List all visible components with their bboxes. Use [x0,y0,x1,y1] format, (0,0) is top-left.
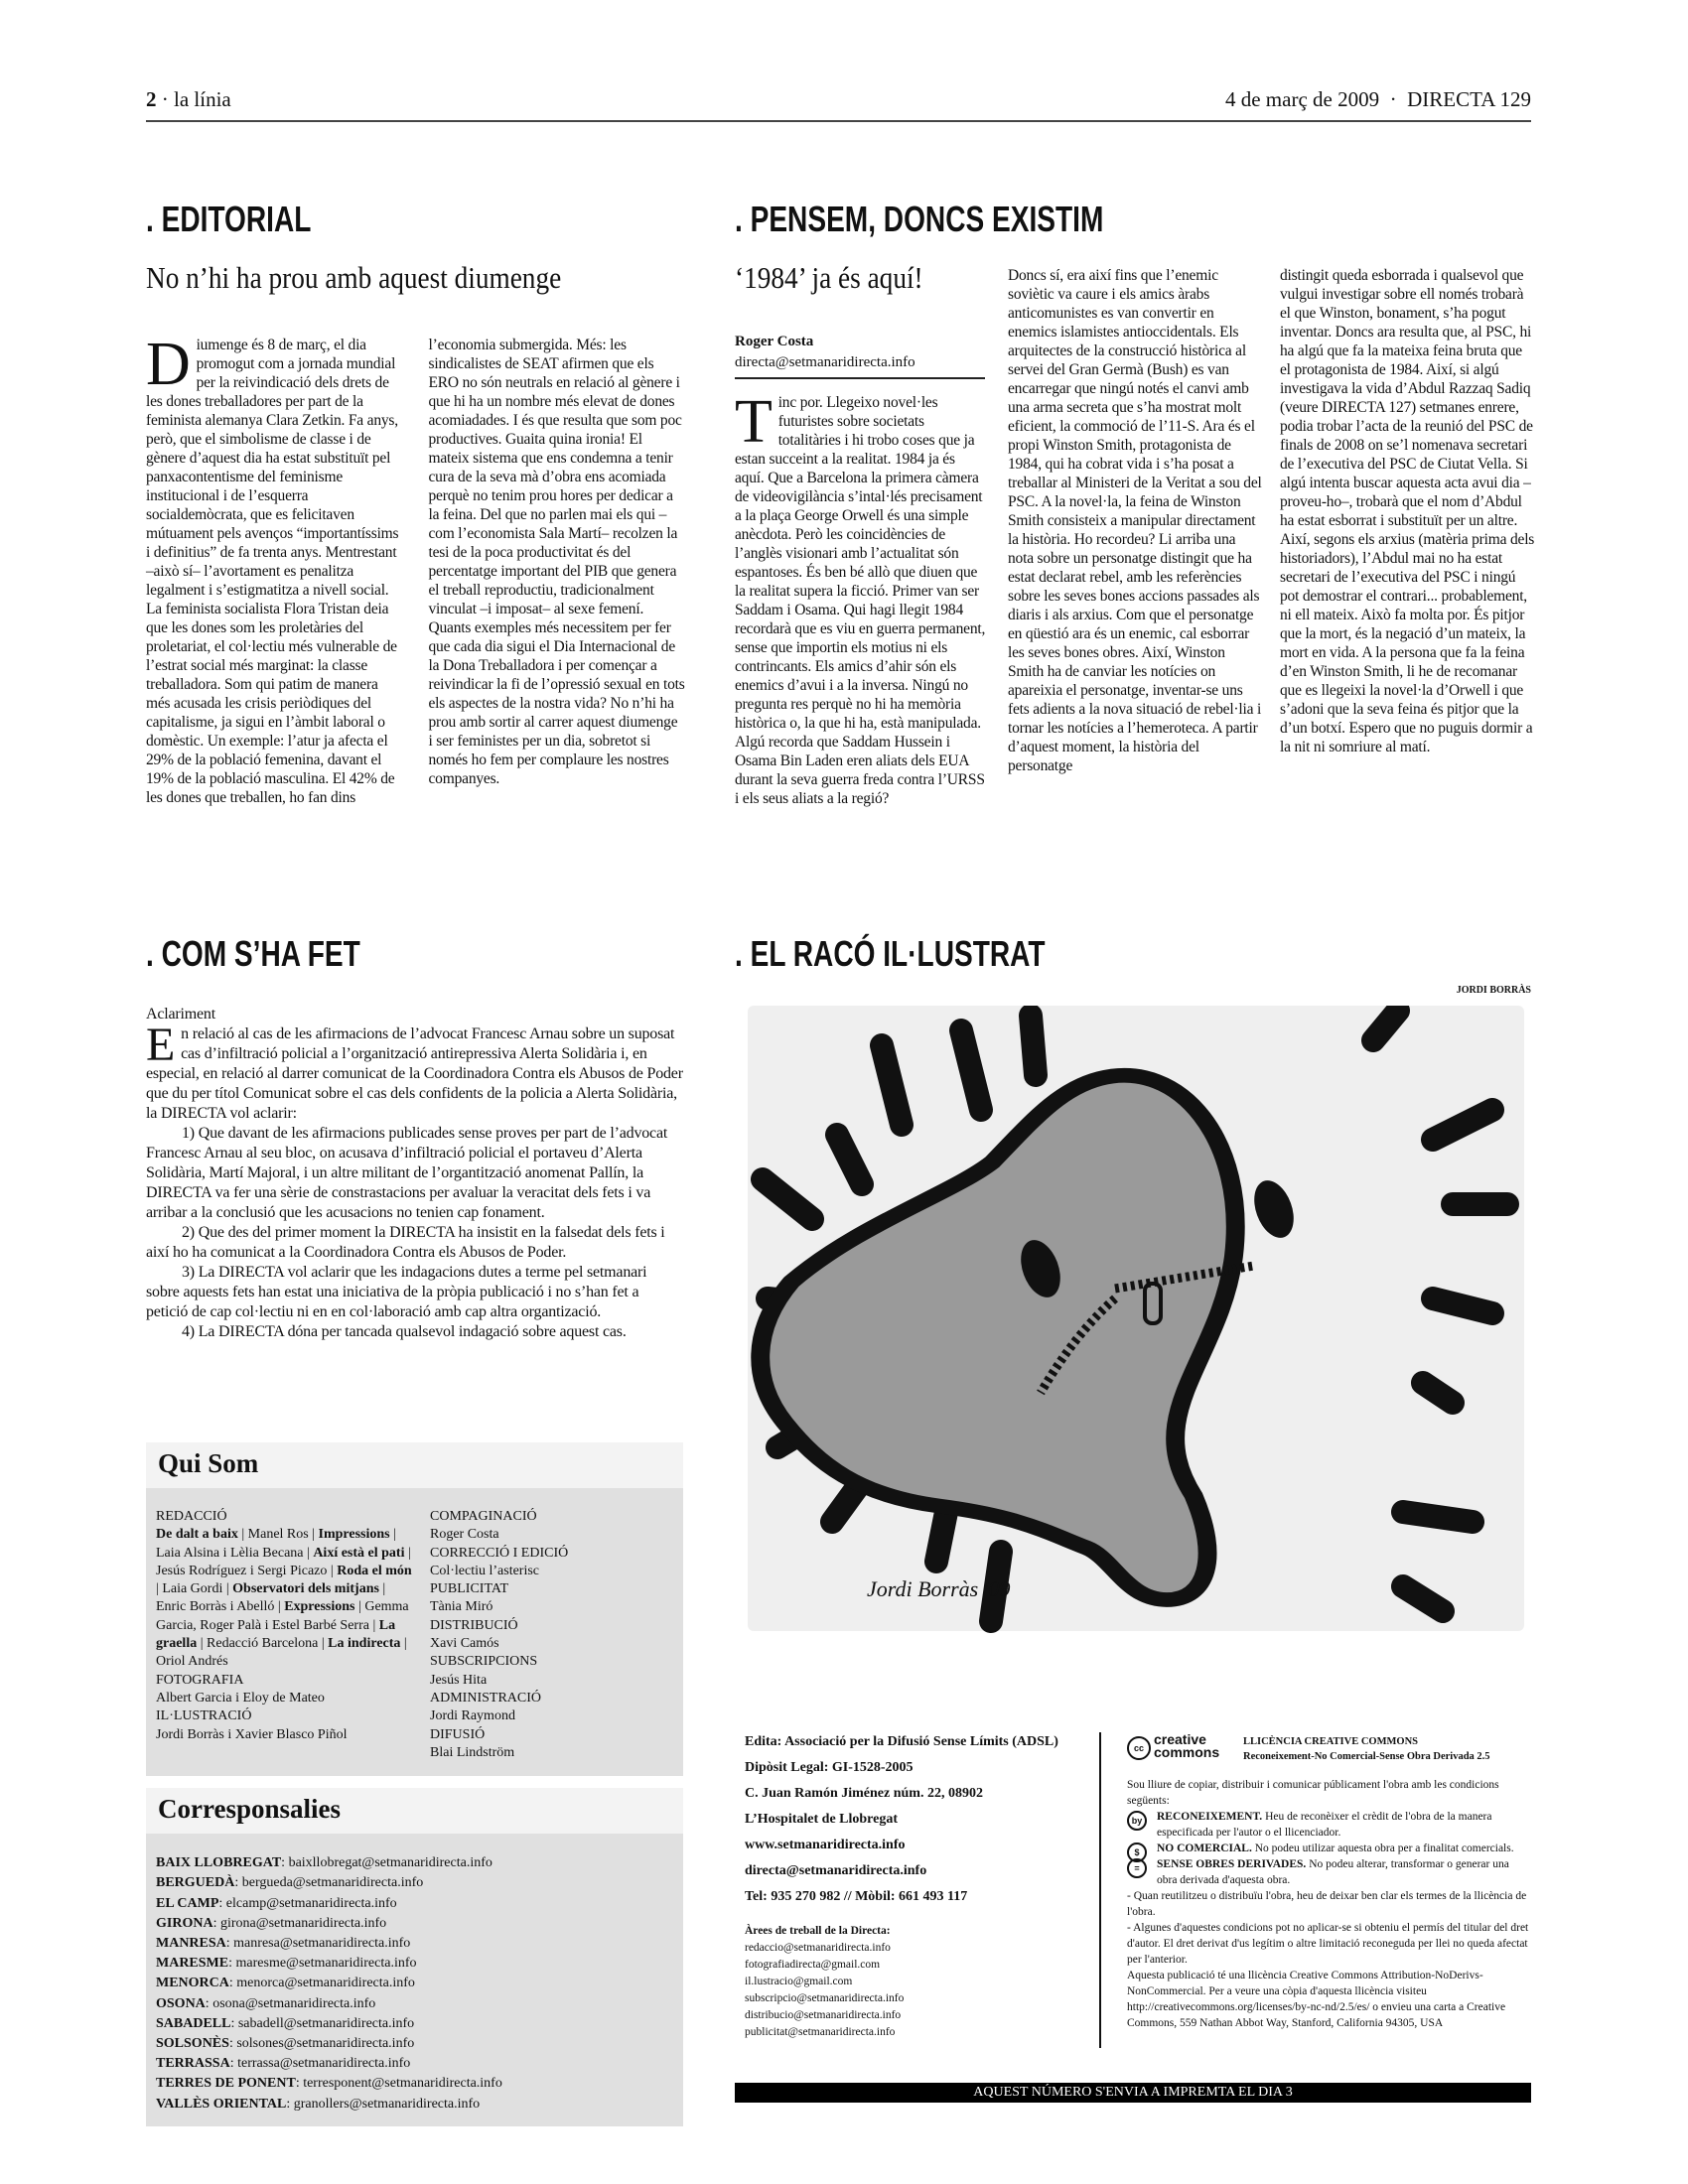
role-names: Tània Miró [430,1599,493,1615]
creative-commons-logo [1127,1733,1234,1760]
com-label: Aclariment [146,1006,215,1023]
place-name: MENORCA [156,1976,229,1991]
email-link[interactable]: directa@setmanaridirecta.info [745,1863,927,1878]
work-areas-list [745,1940,1092,2041]
role-names: Jesús Hita [430,1672,488,1688]
role-names: Blai Lindström [430,1744,515,1760]
correspondent-item: MANRESA: manresa@setmanaridirecta.info [156,1935,411,1951]
contributor-names: Redacció Barcelona [207,1636,319,1652]
license-note: - Algunes d'aquestes condicions pot no aplicar-se si obteniu el permís del titular del dret d'autor. El dret derivat d'us legítim o altre limitació reconeguda per llei no queda afectat per l'anterior. [1127,1922,1529,1966]
section-name: Roda el món [337,1563,412,1578]
place-name: BERGUEDÀ [156,1875,235,1891]
editorial-title: No n’hi ha prou amb aquest diumenge [146,260,562,295]
correspondent-email[interactable]: granollers@setmanaridirecta.info [293,2096,481,2112]
correspondent-item: BAIX LLOBREGAT: baixllobregat@setmanaridirecta.info [156,1855,492,1871]
drop-cap: T [735,388,773,456]
role-label: SUBSCRIPCIONS [430,1654,538,1670]
correspondent-email[interactable]: terrassa@setmanaridirecta.info [237,2056,411,2072]
column-divider [1099,1732,1101,2048]
qui-som-title: Qui Som [146,1442,683,1488]
editorial-text: iumenge és 8 de març, el dia promogut com a jornada mundial per la reivindicació dels drets de les dones treballadores per part de la feminista alemanya Clara Zetkin. Fa anys, però, que el simbolisme de classe i de gènere d’aquest dia ha estat substituït pel panxacontentisme del feminisme institucional i de l’esquerra socialdemòcrata, que es felicitaven mútuament pels avenços “importantíssims i definitius” de fa trenta anys. Mentrestant –això sí– l’avortament es penalitza legalment i s’estigmatitza a nivell social. La feminista socialista Flora Tristan deia que les dones som les proletàries del proletariat, el col·lectiu més vulnerable de l’estrat social més marginat: la classe treballadora. Som qui patim de manera més acusada les crisis periòdiques del capitalisme, ja sigui en l’àmbit laboral o domèstic. Un exemple: l’atur ja afecta el 29% de la població femenina, davant el 19% de la població masculina. El 42% de les dones que treballen, ho fan dins l’economia submergida. Més: les sindicalistes de SEAT afirmen que els ERO no són neutrals en relació al gènere i que hi ha un nombre més elevat de dones acomiadades. I és que resulta que som poc productives. Guaita quina ironia! El mateix sistema que ens condemna a tenir cura de la seva mà d’obra ens acomiada perquè no tenim prou hores per dedicar a la feina. Del que no parlen mai els qui –com l’economista Sala Martí– recolzen la tesi de la poca productivitat és del percentatge important del PIB que genera el treball reproductiu, tradicionalment vinculat –i imposat– al sexe femení. Quants exemples més necessitem per fer que cada dia sigui el Dia Internacional de la Dona Treballadora i per començar a reivindicar la fi de l’opressió sexual en tots els aspectes de la nostra vida? No n’hi ha prou amb sortir al carrer aquest diumenge i ser feministes per un dia, sobretot si només ho fem per complaure les nostres companyes. [146,337,685,806]
correspondent-email[interactable]: terresponent@setmanaridirecta.info [303,2076,502,2092]
area-email[interactable]: fotografiadirecta@gmail.com [745,1959,881,1971]
correspondent-email[interactable]: solsones@setmanaridirecta.info [236,2035,415,2051]
condition-text: No podeu utilizar aquesta obra per a finalitat comercials. [1254,1843,1514,1854]
contributor-names: Jesús Rodríguez i Sergi Picazo [156,1563,328,1578]
section-name: De dalt a baix [156,1527,238,1543]
place-name: OSONA [156,1995,206,2011]
license-condition [1127,1809,1529,1841]
correspondent-item: SOLSONÈS: solsones@setmanaridirecta.info [156,2035,415,2051]
area-email[interactable]: redaccio@setmanaridirecta.info [745,1942,891,1954]
colophon [745,1729,1092,1910]
com-point: 2) Que des del primer moment la DIRECTA ha insistit en la falsedat dels fets i així ho ha comunicat a la Coordinadora Contra els Abusos de Poder. [146,1224,665,1261]
role-names: Col·lectiu l’asterisc [430,1563,540,1578]
place-name: SABADELL [156,2015,231,2031]
contributor-names: Gemma Garcia, Roger Palà i Estel Barbé Serra [156,1599,409,1633]
section-name: Així està el pati [313,1545,405,1561]
correspondent-email[interactable]: osona@setmanaridirecta.info [212,1995,376,2011]
place-name: GIRONA [156,1915,213,1931]
area-email[interactable]: subscripcio@setmanaridirecta.info [745,1992,905,2004]
com-point: 1) Que davant de les afirmacions publicades sense proves per part de l’advocat Francesc Arnau al seu bloc, on acusava d’infiltració policial el portaveu d’Alerta Solidària, Martí Majoral, i un altre militant de l’organtització anomenat Pallín, la DIRECTA va fer una sèrie de constrastacions per avaluar la veracitat dels fets i va arribar a la conclusió que les acusacions no tenien cap fonament. [146,1125,668,1221]
correspondent-email[interactable]: elcamp@setmanaridirecta.info [225,1895,397,1911]
pensem-text: inc por. Llegeixo novel·les futuristes sobre societats totalitàries i hi trobo coses que ja estan succeint a la realitat. 1984 ja és aquí. Que a Barcelona la primera càmera de videovigilància s’intal·lés precisament a la plaça George Orwell és una simple anècdota. Però les coincidències de l’anglès visionari amb l’actualitat són espantoses. És ben bé allò que diuen que la realitat supera la ficció. Primer van ser Saddam i Osama. Qui hagi llegit 1984 recordarà que es viu en guerra permanent, sense que importin els motius ni els contrincants. Els amics d’ahir són els enemics d’avui i a la inversa. Ningú no pregunta res perquè no hi ha memòria històrica o, la que hi ha, està manipulada. Algú recorda que Saddam Hussein i Osama Bin Laden eren aliats dels EUA durant la seva guerra freda contra l’URSS i els seus aliats a la regió? [735,394,986,807]
colophon-line: Edita: Associació per la Difusió Sense Límits (ADSL) [745,1734,1058,1749]
author-email[interactable]: directa@setmanaridirecta.info [735,354,915,370]
license-note: Aquesta publicació té una llicència Creative Commons Attribution-NoDerivs- NonCommercial. Per a veure una còpia d'aquesta llicència visiteu http://creativecommons.org/licenses/by-nc-nd/2.5/es/ o envieu una carta a Creative Commons, 559 Nathan Abbot Way, Stanford, California 94305, USA [1127,1970,1506,2029]
qui-som-right-column [430,1508,668,1762]
running-header-right: 4 de març de 2009 · DIRECTA 129 [1224,87,1531,111]
corresponsalies-list [146,1834,683,2126]
left-lower-column [146,1005,683,2138]
license-title-block [1243,1734,1490,1764]
pensem-title: ‘1984’ ja és aquí! [735,260,923,295]
section-name: la línia [174,87,231,111]
role-names: Roger Costa [430,1527,499,1543]
cc-icon: cc [1127,1736,1151,1760]
area-email[interactable]: publicitat@setmanaridirecta.info [745,2026,896,2038]
license-title: LLICÈNCIA CREATIVE COMMONS [1243,1736,1418,1747]
pensem-col-3: distingit queda esborrada i qualsevol que vulgui investigar sobre ell només trobarà el que Winston, bonament, s’ha pogut inventar. Doncs ara resulta que, al PSC, hi ha algú que fa la mateixa feina bruta que el protagonista de 1984. Així, si algú investigava la vida d’Abdul Razzaq Sadiq (veure DIRECTA 127) setmanes enrere, podia trobar l’acta de la reunió del PSC de finals de 2008 on se’l nomenava secretari de l’executiva del PSC de Ciutat Vella. Si algú intenta buscar aquesta acta avui dia –proveu-ho–, trobarà que el nom d’Abdul ha estat esborrat i substituït per un altre. Així, segons els arxius (matèria prima dels historiadors), l’Abdul mai no ha estat secretari de l’executiva del PSC i ningú pot demostrar el contrari... probablement, ni ell mateix. Això fa molta por. És pitjor que la mort, és la negació d’un mateix, la mort en vida. A la persona que fa la feina d’en Winston Smith, li he de recomanar que es llegeixi la novel·la d’Orwell i que s’adoni que la seva feina és pitjor que la d’un botxí. Espero que no puguis dormir a la nit ni somriure al matí. [1280,267,1535,755]
place-name: TERRES DE PONENT [156,2076,296,2092]
condition-name: NO COMERCIAL. [1157,1843,1252,1854]
com-intro: n relació al cas de les afirmacions de l’advocat Francesc Arnau sobre un suposat cas d’infiltració policial a l’organització antirepressiva Alerta Solidària i, en especial, en relació al darrer comunicat de la Coordinadora Contra els Abusos de Poder que du per títol Comunicat sobre el cas dels confidents de la policia a Alerta Solidària, la DIRECTA vol aclarir: [146,1025,683,1122]
section-name: Observatori dels mitjans [232,1581,379,1597]
role-names: Albert Garcia i Eloy de Mateo [156,1690,325,1706]
condition-name: SENSE OBRES DERIVADES. [1157,1858,1307,1870]
raco-heading: . EL RACÓ IL·LUSTRAT [735,933,1046,974]
pensem-col-1 [735,388,988,808]
area-email[interactable]: distribucio@setmanaridirecta.info [745,2009,902,2021]
license-text [1127,1777,1529,2031]
com-point: 3) La DIRECTA vol aclarir que les indagacions dutes a terme pel setmanari sobre aquests fets han estat una iniciativa de la pròpia publicació i no s’han fet a petició de cap col·lectiu ni en en col·laboració amb cap altra organtizació. [146,1264,647,1320]
role-label: PUBLICITAT [430,1581,508,1597]
left-roles [156,1672,416,1744]
license-subtitle: Reconeixement-No Comercial-Sense Obra Derivada 2.5 [1243,1751,1490,1762]
com-point: 4) La DIRECTA dóna per tancada qualsevol indagació sobre aquest cas. [182,1323,627,1340]
cc-logo-text: creative commons [1154,1731,1220,1760]
correspondent-email[interactable]: girona@setmanaridirecta.info [219,1915,387,1931]
condition-text: Heu de reconèixer el crèdit de l'obra de la manera especificada per l'autor o el llicenciador. [1157,1811,1492,1839]
condition-name: RECONEIXEMENT. [1157,1811,1263,1823]
area-email[interactable]: il.lustracio@gmail.com [745,1976,853,1987]
place-name: SOLSONÈS [156,2035,229,2051]
noderivs-icon: = [1127,1858,1147,1878]
correspondent-item: TERRES DE PONENT: terresponent@setmanaridirecta.info [156,2076,502,2092]
correspondent-item: GIRONA: girona@setmanaridirecta.info [156,1915,387,1931]
byline [735,332,985,379]
place-name: VALLÈS ORIENTAL [156,2096,287,2112]
correspondent-item: VALLÈS ORIENTAL: granollers@setmanaridirecta.info [156,2096,481,2112]
contributor-names: Laia Gordi [162,1581,223,1597]
role-label: CORRECCIÓ I EDICIÓ [430,1545,569,1561]
correspondent-item: BERGUEDÀ: bergueda@setmanaridirecta.info [156,1875,424,1891]
pensem-heading: . PENSEM, DONCS EXISTIM [735,199,1104,239]
corresponsalies-title: Corresponsalies [146,1788,683,1834]
colophon-line: Dipòsit Legal: GI-1528-2005 [745,1760,914,1775]
correspondent-email[interactable]: sabadell@setmanaridirecta.info [237,2015,415,2031]
correspondent-email[interactable]: baixllobregat@setmanaridirecta.info [288,1855,492,1871]
correspondent-email[interactable]: manresa@setmanaridirecta.info [233,1935,411,1951]
qui-som-columns [146,1488,683,1776]
role-label: FOTOGRAFIA [156,1672,244,1688]
print-date-bar: AQUEST NÚMERO S'ENVIA A IMPREMTA EL DIA 3 [735,2083,1531,2103]
correspondent-email[interactable]: menorca@setmanaridirecta.info [236,1976,415,1991]
section-name: Expressions [284,1599,355,1615]
correspondent-item: MENORCA: menorca@setmanaridirecta.info [156,1976,415,1991]
role-names: Jordi Borràs i Xavier Blasco Piñol [156,1726,348,1742]
license-note: - Quan reutilitzeu o distribuïu l'obra, heu de deixar ben clar els termes de la llicència de l'obra. [1127,1890,1527,1918]
place-name: EL CAMP [156,1895,219,1911]
contributor-names: Laia Alsina i Lèlia Becana [156,1545,304,1561]
license-conditions [1127,1809,1529,1888]
corresponsalies-box [146,1788,683,2126]
role-label: DISTRIBUCIÓ [430,1617,518,1633]
correspondent-email[interactable]: maresme@setmanaridirecta.info [235,1956,417,1972]
redaccio-list: De dalt a baix | Manel Ros | Impressions | Laia Alsina i Lèlia Becana | Així està el pati | Jesús Rodríguez i Sergi Picazo | Roda el món | Laia Gordi | Observatori dels mitjans | Enric Borràs i Abelló | Expressions | Gemma Garcia, Roger Palà i Estel Barbé Serra | La graella | Redacció Barcelona | La indirecta | Oriol Andrés [156,1527,412,1670]
illustration-credit: JORDI BORRÀS [1456,985,1531,996]
role-label: DIFUSIÓ [430,1726,486,1742]
license-condition [1127,1841,1529,1856]
colophon-line: L’Hospitalet de Llobregat [745,1812,899,1827]
correspondent-email[interactable]: bergueda@setmanaridirecta.info [241,1875,424,1891]
qui-som-box [146,1442,683,1776]
role-label: REDACCIÓ [156,1509,227,1524]
place-name: BAIX LLOBREGAT [156,1855,282,1871]
correspondent-item: OSONA: osona@setmanaridirecta.info [156,1995,376,2011]
attribution-icon: by [1127,1811,1147,1831]
correspondent-item: EL CAMP: elcamp@setmanaridirecta.info [156,1895,397,1911]
section-name: Impressions [318,1527,390,1543]
contributor-names: Manel Ros [247,1527,309,1543]
work-areas [745,1923,1092,2041]
contributor-names: Oriol Andrés [156,1654,228,1670]
issue-number: DIRECTA 129 [1407,87,1531,111]
correspondent-item: TERRASSA: terrassa@setmanaridirecta.info [156,2056,411,2072]
role-label: ADMINISTRACIÓ [430,1690,541,1706]
author-name: Roger Costa [735,334,814,349]
running-header-left: 2 · la línia [146,87,231,111]
com-body [146,1005,683,1432]
license-notes [1127,1888,1529,2031]
website-link[interactable]: www.setmanaridirecta.info [745,1838,906,1852]
license-condition [1127,1856,1529,1888]
issue-date: 4 de març de 2009 [1224,87,1380,111]
role-label: COMPAGINACIÓ [430,1509,537,1524]
correspondent-item: MARESME: maresme@setmanaridirecta.info [156,1956,417,1972]
com-heading: . COM S’HA FET [146,933,360,974]
role-label: IL·LUSTRACIÓ [156,1708,252,1724]
noncommercial-icon: $ [1127,1843,1147,1862]
role-names: Jordi Raymond [430,1708,515,1724]
pensem-col-2: Doncs sí, era així fins que l’enemic soviètic va caure i els amics àrabs anticomunistes es van convertir en enemics islamistes antioccidentals. Els arquitectes de la construcció històrica al servei del Gran Germà (Bush) es van encarregar que ningú notés el canvi amb una arma secreta que s’ha mostrat molt eficient, la commoció de l’11-S. Ara és el propi Winston Smith, protagonista de 1984, qui ha cobrat vida i s’ha posat a treballar al Ministeri de la Veritat a sou del PSC. A la novel·la, la feina de Winston Smith consisteix a manipular directament la història. Ho recordeu? Li arriba una nota sobre un personatge distingit que ha estat declarat rebel, amb les referències sobre les seves bones accions passades als diaris i als arxius. Com que el personatge en qüestió ara és un enemic, cal esborrar les seves bones obres. Així, Winston Smith ha de canviar les notícies on apareixia el personatge, inventar-se uns fets adients a la nova situació de rebel·lia i tornar les notícies a l’hemeroteca. A partir d’aquest moment, la història del personatge [1008,267,1262,774]
contributor-names: Enric Borràs i Abelló [156,1599,275,1615]
work-areas-label: Àrees de treball de la Directa: [745,1925,891,1937]
header-rule [146,120,1531,122]
editorial-heading: . EDITORIAL [146,199,312,239]
license-intro: Sou lliure de copiar, distribuir i comunicar públicament l'obra amb les condicions següents: [1127,1779,1499,1807]
place-name: TERRASSA [156,2056,230,2072]
editorial-body [146,331,685,807]
colophon-line: C. Juan Ramón Jiménez núm. 22, 08902 [745,1786,983,1801]
phone-numbers: Tel: 935 270 982 // Mòbil: 661 493 117 [745,1889,968,1904]
illustration [738,1006,1534,1639]
role-names: Xavi Camós [430,1636,499,1652]
section-name: La indirecta [328,1636,401,1652]
drop-cap: D [146,331,191,398]
place-name: MANRESA [156,1935,226,1951]
drop-cap: E [146,1019,176,1071]
section-name: La graella [156,1617,396,1652]
qui-som-left-column [156,1508,416,1762]
place-name: MARESME [156,1956,229,1972]
artist-signature: Jordi Borràs '09 [867,1576,1011,1601]
condition-text: No podeu alterar, transformar o generar una obra derivada d'aquesta obra. [1157,1858,1509,1886]
correspondent-item: SABADELL: sabadell@setmanaridirecta.info [156,2015,415,2031]
page-number: 2 [146,87,157,111]
